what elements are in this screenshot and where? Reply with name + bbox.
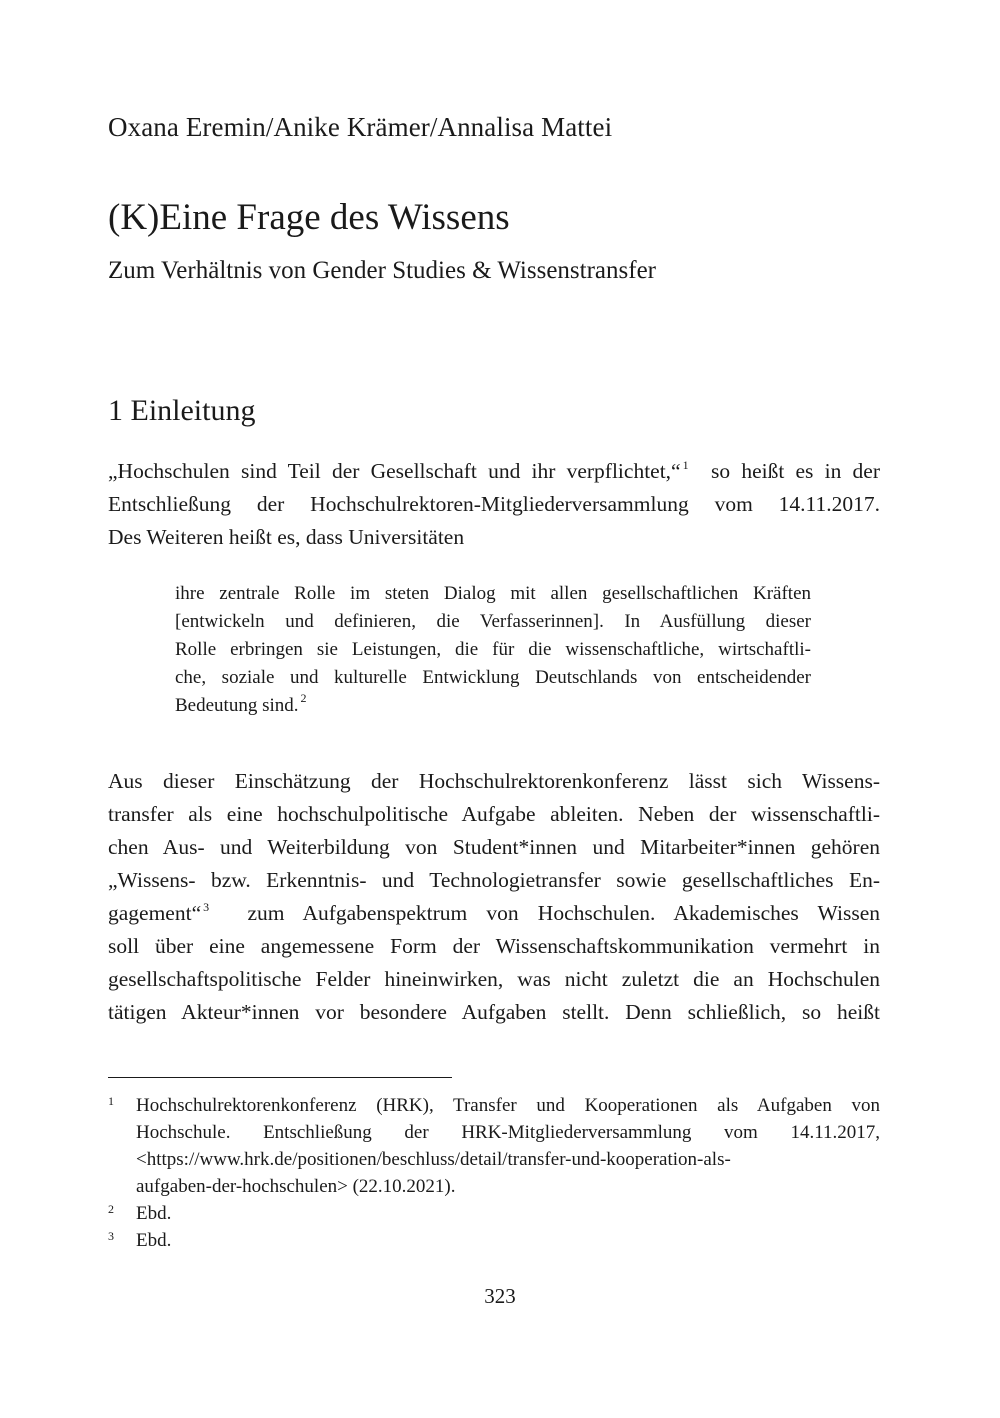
paragraph-line: tätigen Akteur*innen vor besondere Aufgaben stellt. Denn schließlich, so heißt	[108, 1000, 880, 1024]
paragraph-line: chen Aus- und Weiterbildung von Student*innen und Mitarbeiter*innen gehören	[108, 835, 880, 859]
quote-line: [entwickeln und definieren, die Verfasserinnen]. In Ausfüllung dieser	[175, 611, 811, 632]
paragraph-line: soll über eine angemessene Form der Wissenschaftskommunikation vermehrt in	[108, 934, 880, 958]
footnote-divider	[108, 1077, 452, 1078]
block-quote	[175, 580, 811, 720]
chapter-authors: Oxana Eremin/Anike Krämer/Annalisa Mattei	[108, 112, 613, 142]
paragraph-line: „Hochschulen sind Teil der Gesellschaft und ihr verpflichtet,“ $^1$ so heißt es in der	[108, 458, 881, 483]
footnote-line: Hochschule. Entschließung der HRK-Mitgliederversammlung vom 14.11.2017,	[136, 1122, 880, 1143]
page-number: 323	[484, 1284, 516, 1308]
footnote-reference[interactable]: 2	[300, 691, 307, 705]
section-heading: 1 Einleitung	[108, 394, 256, 427]
paragraph-line: Aus dieser Einschätzung der Hochschulrektorenkonferenz lässt sich Wissens-	[108, 769, 880, 793]
paragraph-line: „Wissens- bzw. Erkenntnis- und Technologietransfer sowie gesellschaftliches En-	[108, 868, 880, 892]
footnote-number: 2	[108, 1202, 114, 1216]
chapter-title: (K)Eine Frage des Wissens	[108, 197, 510, 238]
footnote-item	[108, 1227, 880, 1254]
body-paragraph	[108, 765, 880, 1029]
paragraph-line: transfer als eine hochschulpolitische Aufgabe ableiten. Neben der wissenschaftli-	[108, 802, 880, 826]
quote-line: Bedeutung sind. $^2$	[175, 691, 307, 716]
footnote-number: 3	[108, 1229, 114, 1243]
intro-paragraph	[108, 455, 880, 554]
footnote-item	[108, 1092, 880, 1200]
quote-line: ihre zentrale Rolle im steten Dialog mit allen gesellschaftlichen Kräften	[175, 583, 811, 604]
paragraph-line: gesellschaftspolitische Felder hineinwirken, was nicht zuletzt die an Hochschulen	[108, 967, 880, 991]
quote-line: che, soziale und kulturelle Entwicklung Deutschlands von entscheidender	[175, 667, 811, 688]
paragraph-line: Entschließung der Hochschulrektoren-Mitgliederversammlung vom 14.11.2017.	[108, 492, 880, 516]
paragraph-line: Des Weiteren heißt es, dass Universitäten	[108, 525, 465, 549]
chapter-subtitle: Zum Verhältnis von Gender Studies & Wissenstransfer	[108, 257, 656, 284]
footnote-line: Hochschulrektorenkonferenz (HRK), Transfer und Kooperationen als Aufgaben von	[136, 1095, 880, 1116]
footnote-reference[interactable]: 3	[203, 900, 210, 914]
quote-line: Rolle erbringen sie Leistungen, die für die wissenschaftliche, wirtschaftli-	[175, 639, 811, 660]
footnote-number: 1	[108, 1094, 114, 1108]
footnote-line[interactable]: <https://www.hrk.de/positionen/beschluss/detail/transfer-und-kooperation-als-	[136, 1149, 731, 1170]
footnote-item	[108, 1200, 880, 1227]
footnote-line: Ebd.	[136, 1230, 172, 1251]
footnotes	[108, 1092, 880, 1254]
footnote-reference[interactable]: 1	[682, 458, 689, 472]
paragraph-line: gagement“ $^3$ zum Aufgabenspektrum von Hochschulen. Akademisches Wissen	[108, 900, 880, 925]
footnote-line: aufgaben-der-hochschulen> (22.10.2021).	[136, 1176, 456, 1197]
footnote-line: Ebd.	[136, 1203, 172, 1224]
